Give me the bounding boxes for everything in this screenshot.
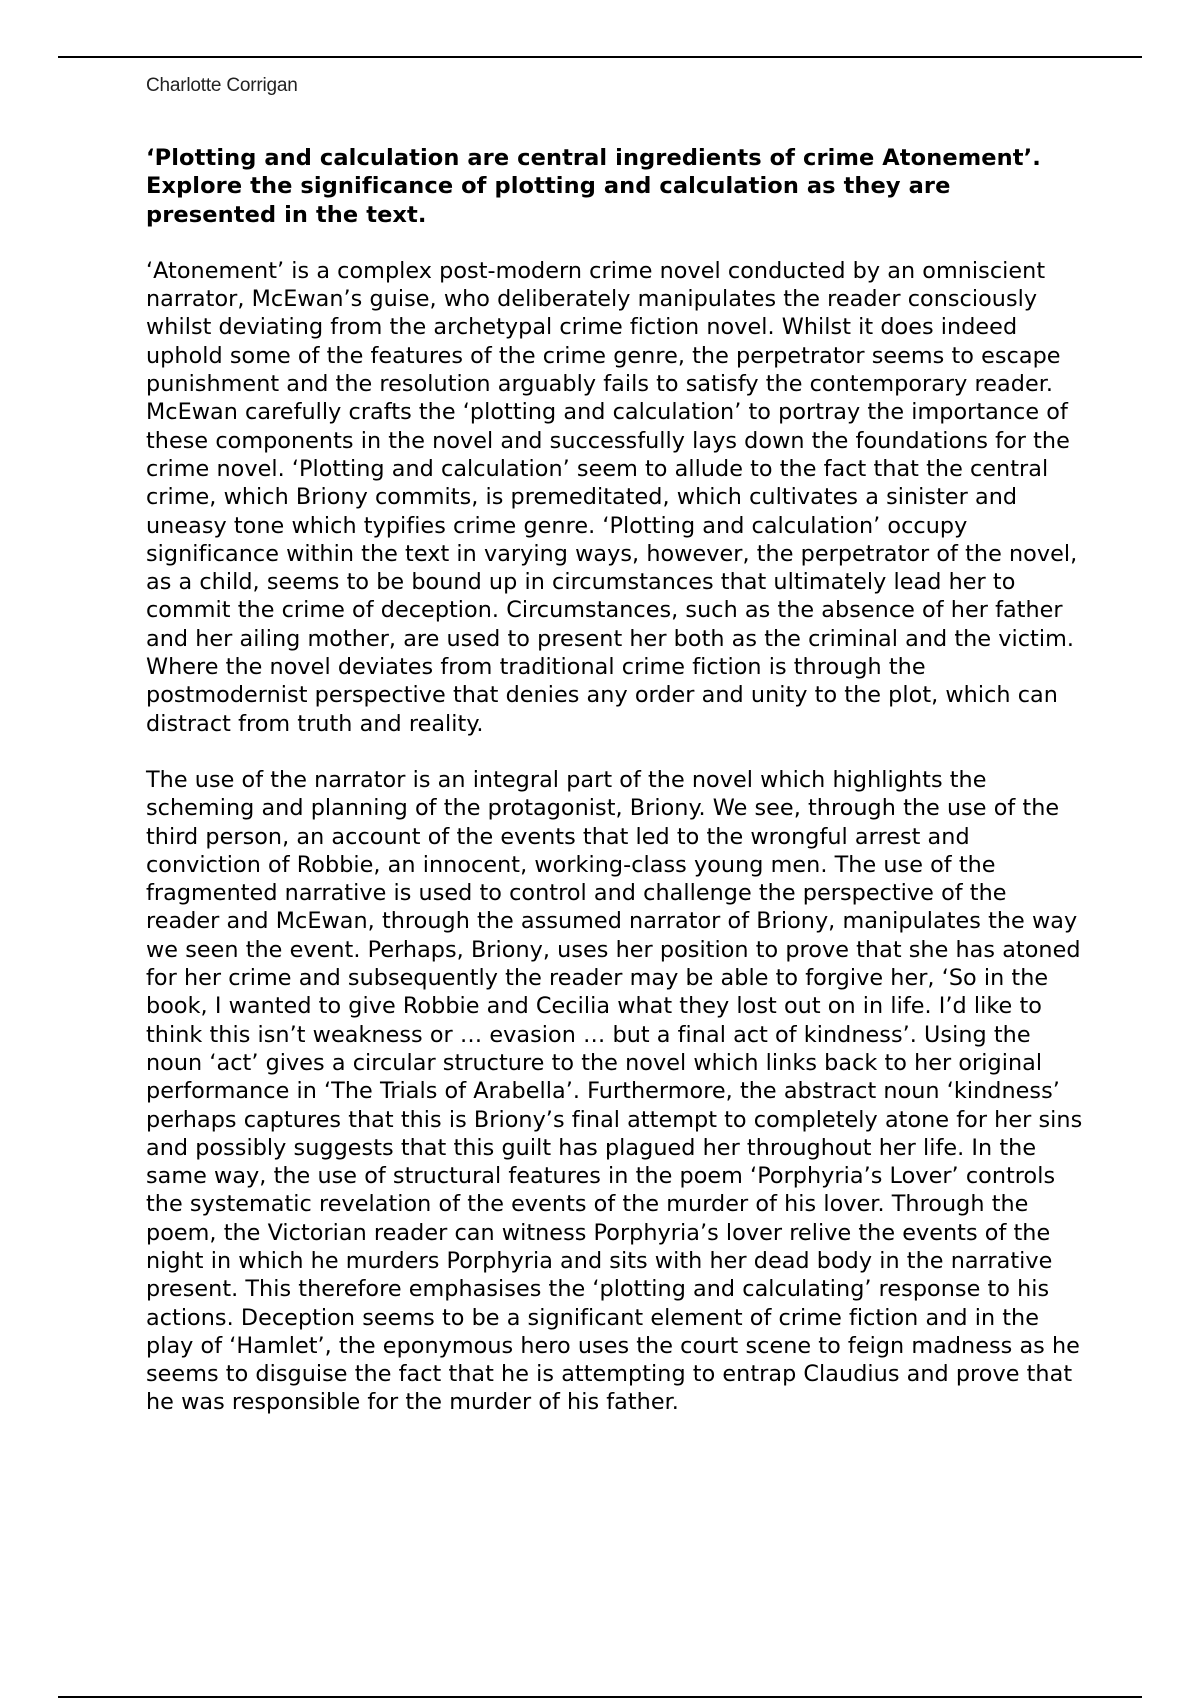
essay-title: ‘Plotting and calculation are central ingredients of crime Atonement’. Explore the significance of plotting and calculation as they are presented in the text. [146, 145, 1041, 228]
paragraph: ‘Atonement’ is a complex post-modern crime novel conducted by an omniscient narrator, McEwan’s guise, who deliberately manipulates the reader consciously whilst deviating from the archetypal crime fiction novel. Whilst it does indeed uphold some of the features of the crime genre, the perpetrator seems to escape punishment and the resolution arguably fails to satisfy the contemporary reader. McEwan carefully crafts the ‘plotting and calculation’ to portray the importance of these components in the novel and successfully lays down the foundations for the crime novel. ‘Plotting and calculation’ seem to allude to the fact that the central crime, which Briony commits, is premeditated, which cultivates a sinister and uneasy tone which typifies crime genre. ‘Plotting and calculation’ occupy significance within the text in varying ways, however, the perpetrator of the novel, as a child, seems to be bound up in circumstances that ultimately lead her to commit the crime of deception. Circumstances, such as the absence of her father and her ailing mother, are used to present her both as the criminal and the victim. Where the novel deviates from traditional crime fiction is through the postmodernist perspective that denies any order and unity to the plot, which can distract from truth and reality. [146, 257, 1078, 737]
top-rule [58, 56, 1142, 58]
bottom-rule [58, 1696, 1142, 1698]
document-body [146, 72, 1086, 1445]
author-name: Charlotte Corrigan [146, 75, 298, 96]
paragraph: The use of the narrator is an integral part of the novel which highlights the scheming and planning of the protagonist, Briony. We see, through the use of the third person, an account of the events that led to the wrongful arrest and conviction of Robbie, an innocent, working-class young men. The use of the fragmented narrative is used to control and challenge the perspective of the reader and McEwan, through the assumed narrator of Briony, manipulates the way we seen the event. Perhaps, Briony, uses her position to prove that she has atoned for her crime and subsequently the reader may be able to forgive her, ‘So in the book, I wanted to give Robbie and Cecilia what they lost out on in life. I’d like to think this isn’t weakness or … evasion … but a final act of kindness’. Using the noun ‘act’ gives a circular structure to the novel which links back to her original performance in ‘The Trials of Arabella’. Furthermore, the abstract noun ‘kindness’ perhaps captures that this is Briony’s final attempt to completely atone for her sins and possibly suggests that this guilt has plagued her throughout her life. In the same way, the use of structural features in the poem ‘Porphyria’s Lover’ controls the systematic revelation of the events of the murder of his lover. Through the poem, the Victorian reader can witness Porphyria’s lover relive the events of the night in which he murders Porphyria and sits with her dead body in the narrative present. This therefore emphasises the ‘plotting and calculating’ response to his actions. Deception seems to be a significant element of crime fiction and in the play of ‘Hamlet’, the eponymous hero uses the court scene to feign madness as he seems to disguise the fact that he is attempting to entrap Claudius and prove that he was responsible for the murder of his father. [146, 766, 1083, 1416]
